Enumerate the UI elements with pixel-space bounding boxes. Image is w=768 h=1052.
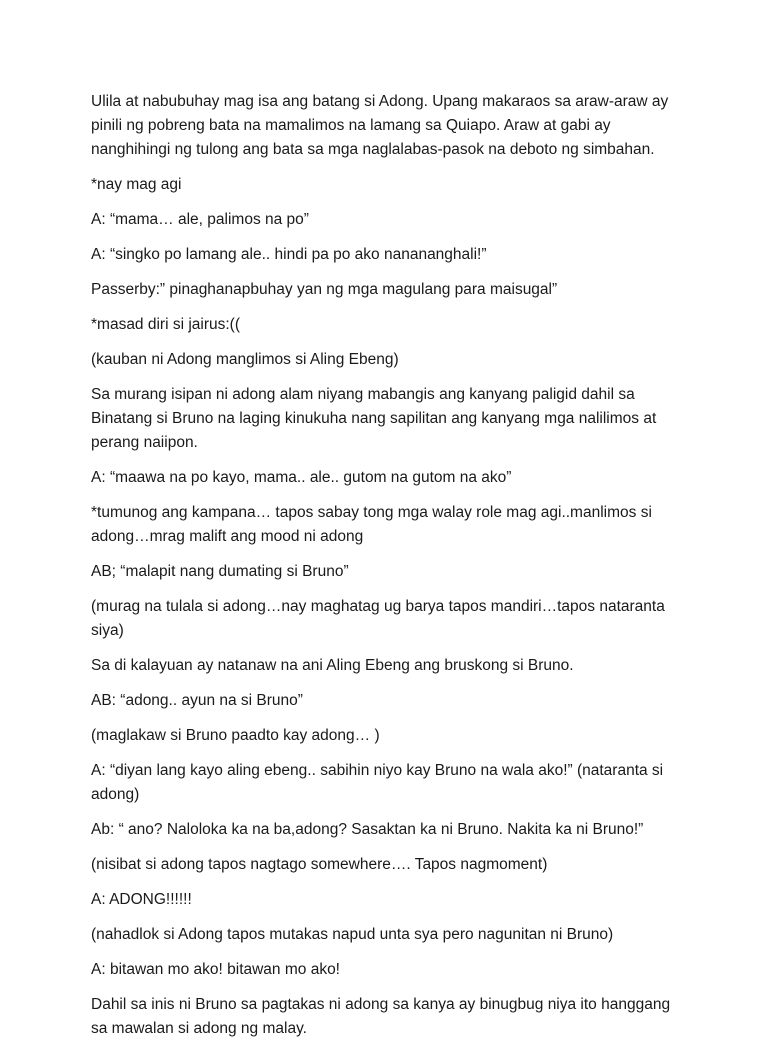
- paragraph-9: A: “maawa na po kayo, mama.. ale.. gutom na gutom na ako”: [91, 469, 512, 486]
- paragraph-22: Dahil sa inis ni Bruno sa pagtakas ni adong sa kanya ay binugbug niya ito hanggang sa mawalan si adong ng malay.: [91, 996, 671, 1037]
- paragraph-17: Ab: “ ano? Naloloka ka na ba,adong? Sasaktan ka ni Bruno. Nakita ka ni Bruno!”: [91, 821, 644, 838]
- paragraph-13: Sa di kalayuan ay natanaw na ani Aling Ebeng ang bruskong si Bruno.: [91, 657, 574, 674]
- paragraph-11: AB; “malapit nang dumating si Bruno”: [91, 563, 349, 580]
- paragraph-16: A: “diyan lang kayo aling ebeng.. sabihin niyo kay Bruno na wala ako!” (nataranta si adong): [91, 762, 664, 803]
- paragraph-6: *masad diri si jairus:((: [91, 316, 241, 333]
- paragraph-10: *tumunog ang kampana… tapos sabay tong mga walay role mag agi..manlimos si adong…mrag malift ang mood ni adong: [91, 504, 652, 545]
- paragraph-5: Passerby:” pinaghanapbuhay yan ng mga magulang para maisugal”: [91, 281, 558, 298]
- paragraph-3: A: “mama… ale, palimos na po”: [91, 211, 309, 228]
- paragraph-15: (maglakaw si Bruno paadto kay adong… ): [91, 727, 380, 744]
- paragraph-1: Ulila at nabubuhay mag isa ang batang si Adong. Upang makaraos sa araw-araw ay pinili ng pobreng bata na mamalimos na lamang sa Quiapo. Araw at gabi ay nanghihingi ng tulong ang bata sa mga naglalabas-pasok na deboto ng simbahan.: [91, 93, 669, 158]
- paragraph-12: (murag na tulala si adong…nay maghatag ug barya tapos mandiri…tapos nataranta siya): [91, 598, 665, 639]
- paragraph-2: *nay mag agi: [91, 176, 182, 193]
- paragraph-18: (nisibat si adong tapos nagtago somewhere…. Tapos nagmoment): [91, 856, 548, 873]
- paragraph-8: Sa murang isipan ni adong alam niyang mabangis ang kanyang paligid dahil sa Binatang si Bruno na laging kinukuha nang sapilitan ang kanyang mga nalilimos at perang naiipon.: [91, 386, 657, 451]
- paragraph-4: A: “singko po lamang ale.. hindi pa po ako nanananghali!”: [91, 246, 487, 263]
- paragraph-14: AB: “adong.. ayun na si Bruno”: [91, 692, 303, 709]
- document-body: [91, 90, 681, 1052]
- paragraph-21: A: bitawan mo ako! bitawan mo ako!: [91, 961, 340, 978]
- paragraph-7: (kauban ni Adong manglimos si Aling Ebeng): [91, 351, 399, 368]
- paragraph-20: (nahadlok si Adong tapos mutakas napud unta sya pero nagunitan ni Bruno): [91, 926, 614, 943]
- paragraph-19: A: ADONG!!!!!!: [91, 891, 192, 908]
